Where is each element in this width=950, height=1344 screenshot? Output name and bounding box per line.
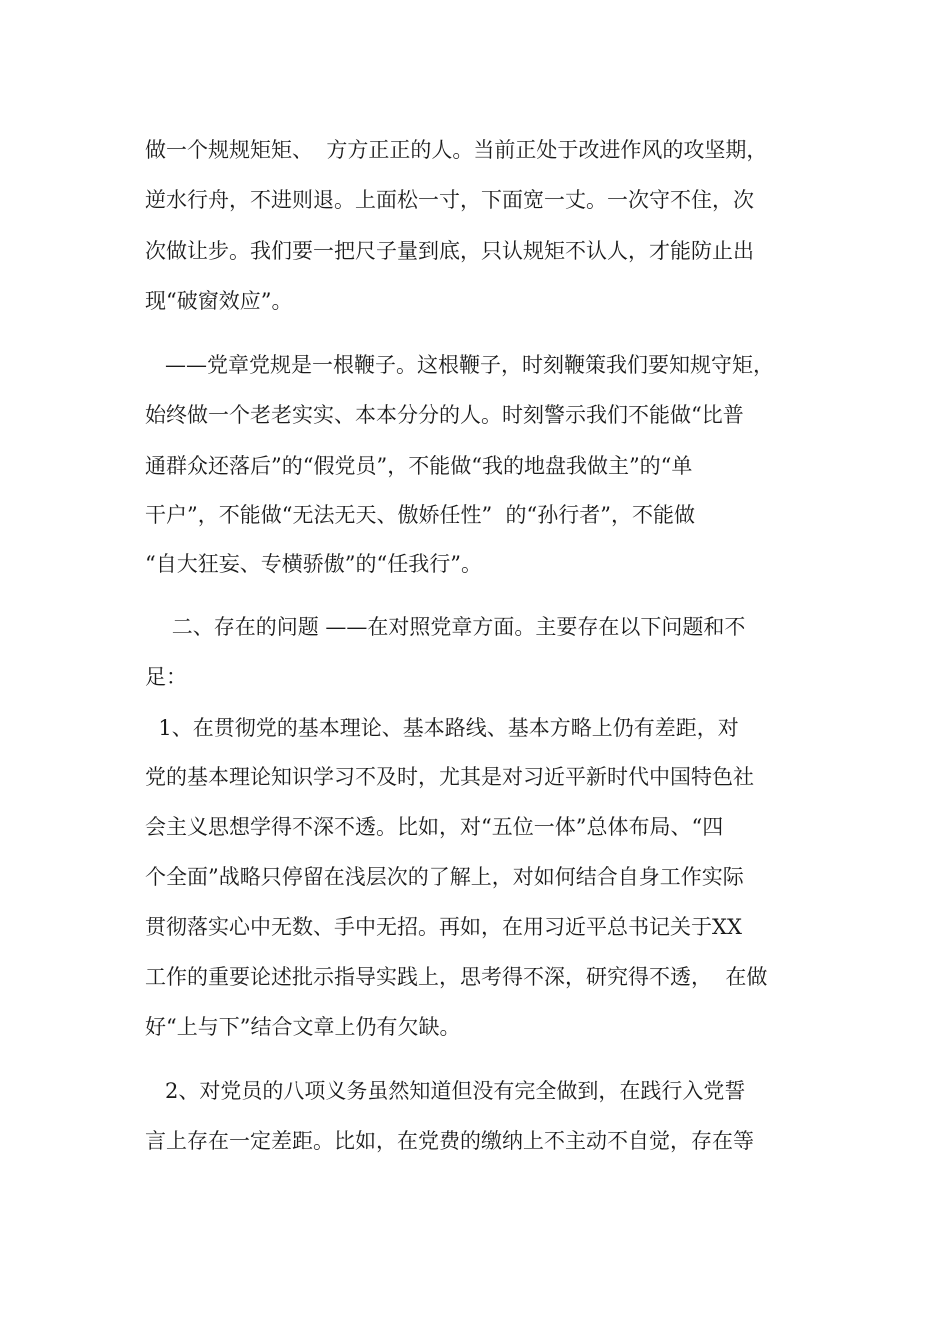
text-line: 通群众还落后”的“假党员”，不能做“我的地盘我做主”的“单: [145, 454, 693, 478]
text-line: “自大狂妄、专横骄傲”的“任我行”。: [145, 552, 482, 576]
text-line: 始终做一个老老实实、本本分分的人。时刻警示我们不能做“比普: [145, 403, 744, 427]
text-line: 工作的重要论述批示指导实践上，思考得不深，研究得不透， 在做: [145, 965, 768, 989]
text-line: 言上存在一定差距。比如，在党费的缴纳上不主动不自觉，存在等: [145, 1129, 754, 1153]
text-line: 做一个规规矩矩、 方方正正的人。当前正处于改进作风的攻坚期，: [145, 138, 768, 162]
text-line: 逆水行舟，不进则退。上面松一寸，下面宽一丈。一次守不住，次: [145, 188, 754, 212]
text-line: 贯彻落实心中无数、手中无招。再如，在用习近平总书记关于XX: [145, 915, 742, 939]
section-heading-line: 二、存在的问题 ——在对照党章方面。主要存在以下问题和不: [145, 615, 746, 639]
text-line: 会主义思想学得不深不透。比如，对“五位一体”总体布局、“四: [145, 815, 724, 839]
text-line: ——党章党规是一根鞭子。这根鞭子，时刻鞭策我们要知规守矩，: [145, 353, 775, 377]
text-line: 好“上与下”结合文章上仍有欠缺。: [145, 1015, 461, 1039]
text-line: 个全面”战略只停留在浅层次的了解上，对如何结合自身工作实际: [145, 865, 744, 889]
text-line: 2、对党员的八项义务虽然知道但没有完全做到，在践行入党誓: [145, 1079, 746, 1103]
text-line: 党的基本理论知识学习不及时，尤其是对习近平新时代中国特色社: [145, 765, 754, 789]
text-line: 干户”，不能做“无法无天、傲娇任性” 的“孙行者”，不能做: [145, 503, 696, 527]
text-line: 1、在贯彻党的基本理论、基本路线、基本方略上仍有差距，对: [145, 716, 739, 740]
text-line: 现“破窗效应”。: [145, 289, 293, 313]
text-line: 足：: [145, 665, 187, 689]
text-line: 次做让步。我们要一把尺子量到底，只认规矩不认人，才能防止出: [145, 239, 754, 263]
